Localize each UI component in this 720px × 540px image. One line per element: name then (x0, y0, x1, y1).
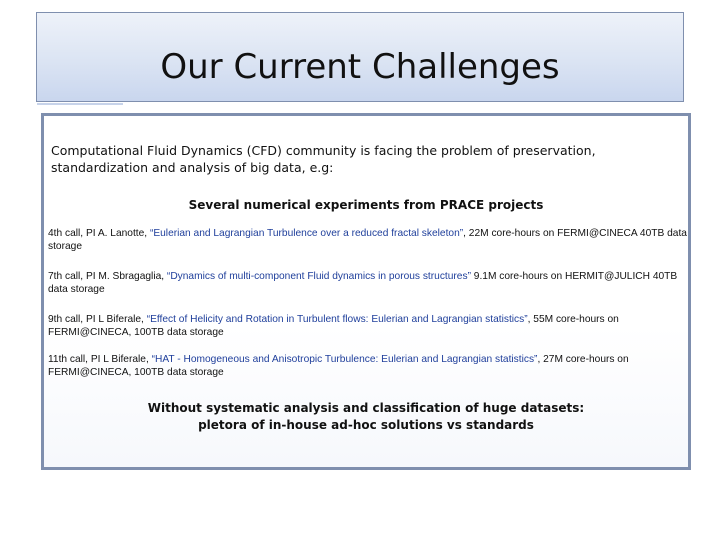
project-detail: , 27M core-hours on FERMI@CINECA, 100TB data storage (48, 354, 629, 378)
project-lead: 11th call, PI L Biferale, (48, 354, 152, 365)
intro-text: Computational Fluid Dynamics (CFD) community is facing the problem of preservation, standardization and analysis of big data, e.g: (51, 143, 596, 175)
project-item-4 (48, 353, 688, 379)
project-item-1 (48, 227, 688, 253)
project-detail: 9.1M core-hours on HERMIT@JULICH 40TB data storage (48, 271, 678, 295)
project-title: “Effect of Helicity and Rotation in Turbulent flows: Eulerian and Lagrangian statistics” (146, 314, 528, 325)
project-lead: 9th call, PI L Biferale, (48, 314, 147, 325)
conclusion-line-2: pletora of in-house ad-hoc solutions vs standards (198, 418, 534, 432)
project-lead: 4th call, PI A. Lanotte, (48, 228, 150, 239)
slide-title: Our Current Challenges (160, 47, 560, 87)
conclusion (44, 400, 688, 434)
project-detail: , 22M core-hours on FERMI@CINECA 40TB data storage (48, 228, 687, 252)
project-title: “Eulerian and Lagrangian Turbulence over a reduced fractal skeleton” (149, 228, 464, 239)
project-title: “HAT - Homogeneous and Anisotropic Turbulence: Eulerian and Lagrangian statistics” (151, 354, 538, 365)
title-underline-accent (37, 103, 123, 105)
project-item-2 (48, 270, 688, 296)
content-panel (41, 113, 691, 470)
title-banner (36, 12, 684, 102)
project-title: “Dynamics of multi-component Fluid dynamics in porous structures” (166, 271, 471, 282)
project-lead: 7th call, PI M. Sbragaglia, (48, 271, 167, 282)
conclusion-line-1: Without systematic analysis and classification of huge datasets: (147, 401, 585, 415)
projects-subheading: Several numerical experiments from PRACE projects (188, 198, 544, 212)
project-detail: , 55M core-hours on FERMI@CINECA, 100TB data storage (48, 314, 619, 338)
project-item-3 (48, 313, 688, 339)
